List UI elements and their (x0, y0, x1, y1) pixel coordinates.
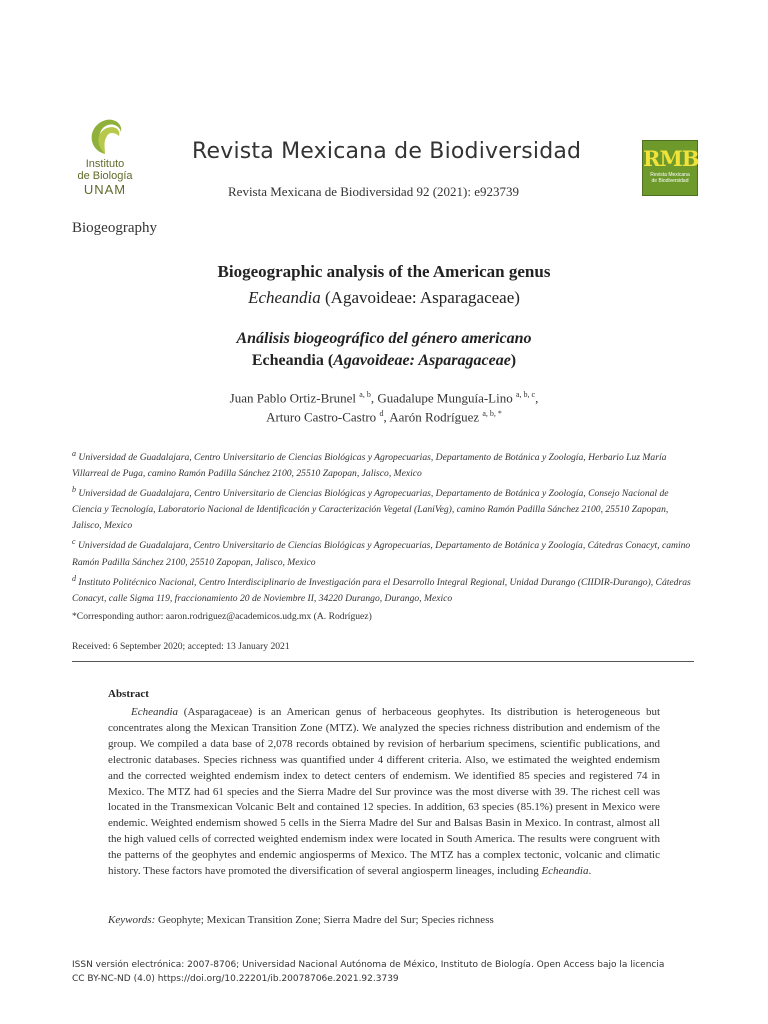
affiliation-mark: b (72, 485, 76, 495)
footer-license-doi: CC BY-NC-ND (4.0) https://doi.org/10.22201/ib.20078706e.2021.92.3739 (72, 974, 399, 984)
affiliations (72, 446, 696, 607)
affiliation-item (72, 534, 696, 570)
abstract-genus-end: Echeandia (541, 865, 589, 878)
rmb-logo (642, 140, 698, 196)
author-affiliation-marks: a, b, * (482, 409, 502, 418)
divider (72, 661, 694, 662)
title-english-line1: Biogeographic analysis of the American genus (217, 262, 551, 281)
author-name: Juan Pablo Ortiz-Brunel (229, 390, 357, 406)
abstract-text: (Asparagaceae) is an American genus of herbaceous geophytes. Its distribution is heterogeneous but concentrates along the Mexican Transition Zone (MTZ). We analyzed the species richness distribution and endemism of the group. We compiled a data base of 2,078 records obtained by revision of herbarium specimens, scientific publications, and electronic databases. Species richness was quantified under 4 different criteria. Also, we estimated the weighted endemism and the corrected weighted endemism index to detect centers of endemism. We identified 85 species and registered 74 in Mexico. The MTZ had 61 species and the Sierra Madre del Sur province was the most diverse with 39. The richest cell was located in the Transmexican Volcanic Belt and contained 12 species. In addition, 63 species (85.1%) present in Mexico were endemic. Weighted endemism showed 5 cells in the Sierra Madre del Sur and Balsas Basin in Mexico. In contrast, almost all the high valued cells of corrected weighted endemism index were located in South America. The results were congruent with the patterns of the geophytes and endemic angiosperms of Mexico. The MTZ has a complex tectonic, volcanic and climatic history. These factors have promoted the diversification of several angiosperm lineages, including (108, 706, 660, 878)
rmb-logo-text: RMB (643, 146, 699, 171)
affiliation-text: Universidad de Guadalajara, Centro Universitario de Ciencias Biológicas y Agropecuarias, Departamento de Botánica y Zoología, Consejo Nacional de Ciencia y Tecnología, Laboratorio Nacional de Identificación y Caracterización Vegetal (LaniVeg), camino Ramón Padilla Sánchez 2100, 25510 Zapopan, Jalisco, Mexico (72, 488, 669, 532)
journal-reference: Revista Mexicana de Biodiversidad 92 (2021): e923739 (228, 184, 519, 199)
corresponding-author: *Corresponding author: aaron.rodriguez@academicos.udg.mx (A. Rodríguez) (72, 611, 372, 622)
author-separator: , (370, 390, 378, 406)
keywords-label: Keywords: (108, 914, 156, 926)
rmb-logo-sub2: de Biodiversidad (651, 178, 689, 184)
author-affiliation-marks: a, b (359, 390, 371, 399)
received-dates: Received: 6 September 2020; accepted: 13 January 2021 (72, 641, 290, 652)
abstract-end: . (588, 865, 592, 878)
author-name: Arturo Castro-Castro (266, 409, 377, 425)
footer-issn: ISSN versión electrónica: 2007-8706; Universidad Nacional Autónoma de México, Instituto de Biología. Open Access bajo la licencia (72, 960, 665, 970)
author-affiliation-marks: d (379, 409, 384, 418)
author-name: Guadalupe Munguía-Lino (377, 390, 513, 406)
title-spanish-paren-close: ) (510, 352, 517, 369)
institute-name-line1: Instituto (85, 158, 125, 170)
journal-title: Revista Mexicana de Biodiversidad (192, 139, 582, 164)
affiliation-item (72, 571, 696, 607)
title-spanish-genus: Echeandia (251, 352, 324, 369)
author-affiliation-marks: a, b, c (515, 390, 536, 399)
institute-logo (72, 114, 138, 214)
title-english-rest: (Agavoideae: Asparagaceae) (320, 288, 520, 307)
footer (72, 958, 712, 986)
leaf-swirl-icon (83, 114, 127, 158)
affiliation-item (72, 482, 696, 534)
affiliation-text: Universidad de Guadalajara, Centro Universitario de Ciencias Biológicas y Agropecuarias, Departamento de Botánica y Zoología, Cátedras Conacyt, camino Ramón Padilla Sánchez 2100, 25510 Zapopan, Jalisco, Mexico (72, 540, 691, 568)
authors-line2 (0, 409, 768, 425)
abstract-body (108, 705, 660, 880)
abstract-heading: Abstract (108, 688, 149, 700)
authors-line1 (0, 390, 768, 406)
abstract-genus: Echeandia (131, 706, 179, 718)
affiliation-mark: c (72, 537, 76, 547)
affiliation-mark: a (72, 449, 76, 458)
keywords-text: Geophyte; Mexican Transition Zone; Sierra Madre del Sur; Species richness (155, 914, 494, 926)
rmb-logo-sub1: Revista Mexicana (650, 172, 690, 178)
author-separator: , (383, 409, 390, 425)
affiliation-item (72, 446, 696, 482)
title-spanish-family: Agavoideae: Asparagaceae (333, 352, 511, 369)
affiliation-text: Universidad de Guadalajara, Centro Universitario de Ciencias Biológicas y Agropecuarias, Departamento de Botánica y Zoología, Herbario Luz María Villarreal de Puga, camino Ramón Padilla Sánchez 2100, 25510 Zapopan, Jalisco, Mexico (72, 452, 667, 480)
institute-name-line2: de Biología (77, 170, 133, 182)
institute-unam: UNAM (83, 182, 127, 197)
author-name: Aarón Rodríguez (389, 409, 480, 425)
title-english-genus: Echeandia (248, 288, 321, 307)
section-label: Biogeography (72, 220, 157, 236)
title-spanish-line2 (0, 352, 768, 370)
title-spanish-paren-open: ( (323, 352, 334, 369)
title-spanish-line1: Análisis biogeográfico del género americano (236, 330, 532, 347)
title-english-line2 (0, 288, 768, 308)
keywords (108, 914, 660, 926)
affiliation-mark: d (72, 573, 76, 583)
affiliation-text: Instituto Politécnico Nacional, Centro Interdisciplinario de Investigación para el Desarrollo Integral Regional, Unidad Durango (CIIDIR-Durango), Cátedras Conacyt, calle Sigma 119, fraccionamiento 20 de Noviembre II, 34220 Durango, Durango, Mexico (72, 576, 691, 604)
author-separator: , (535, 390, 539, 406)
